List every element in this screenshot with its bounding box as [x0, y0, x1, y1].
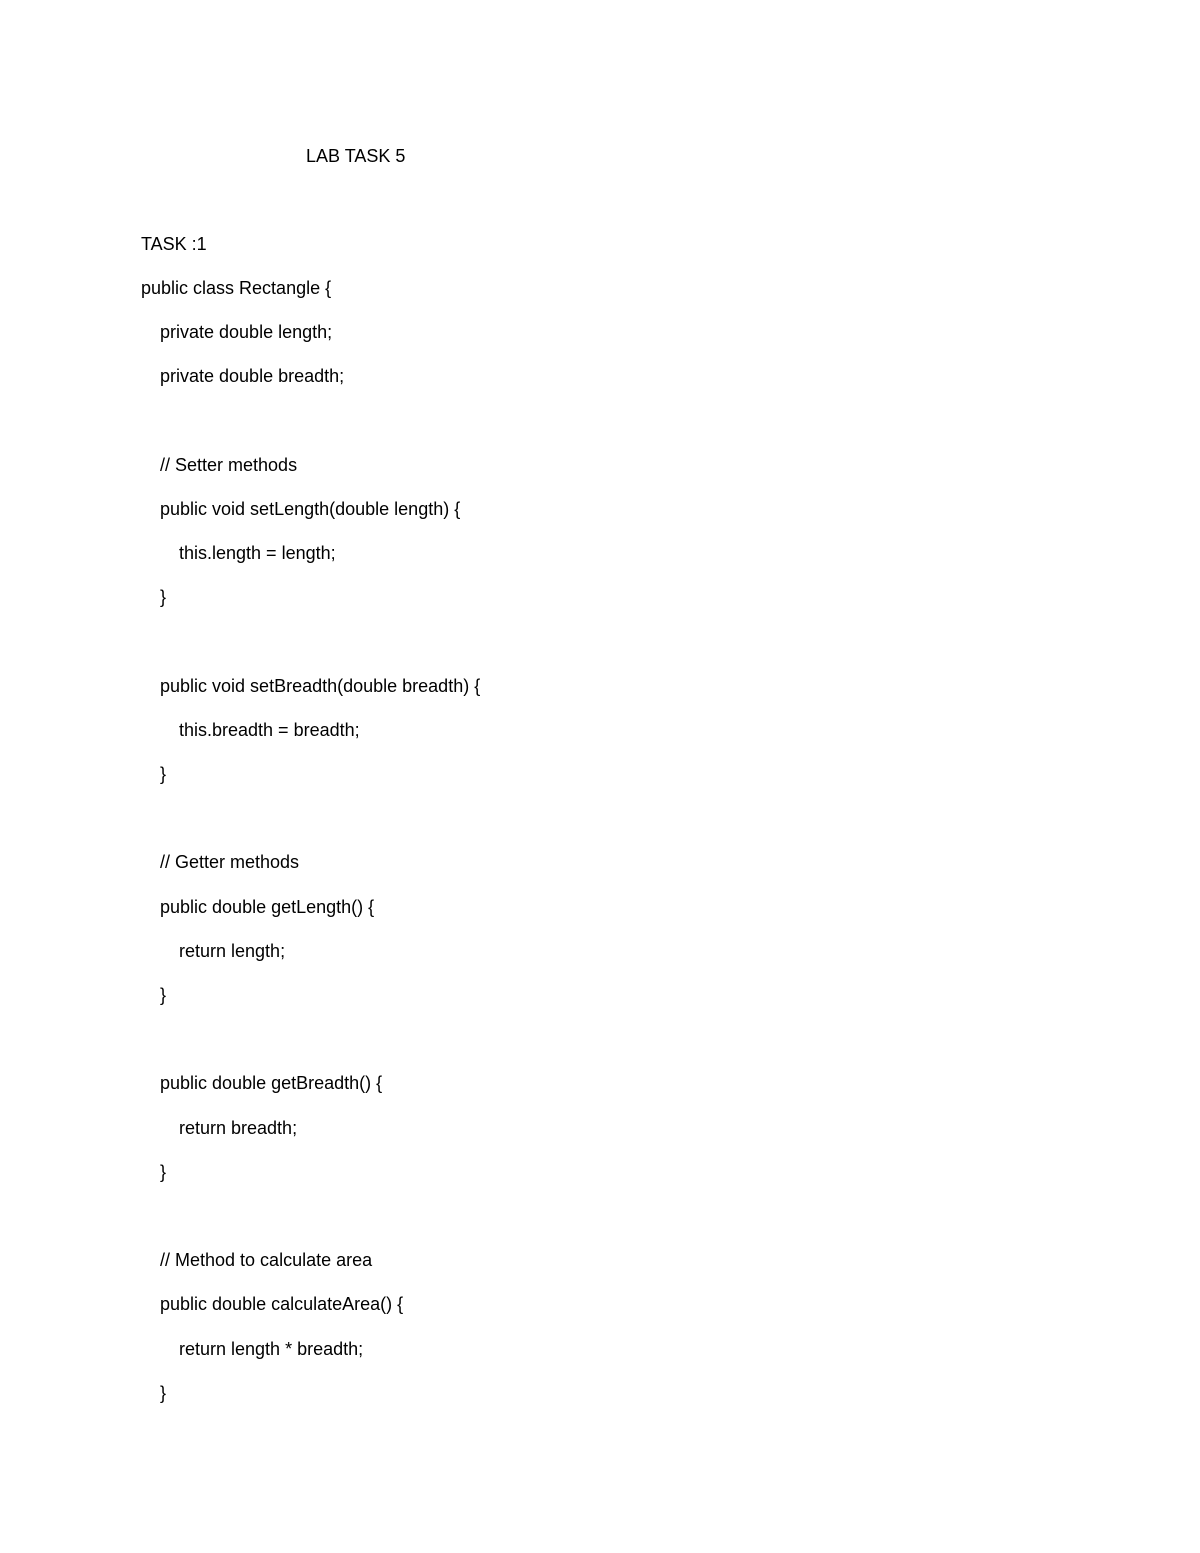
code-line: return length;: [179, 940, 286, 961]
code-line: public void setBreadth(double breadth) {: [160, 675, 481, 696]
code-line: public void setLength(double length) {: [160, 498, 461, 519]
code-line: return length * breadth;: [179, 1338, 364, 1359]
code-line: private double breadth;: [160, 366, 345, 387]
code-block: [141, 276, 1041, 1425]
code-line: }: [160, 1382, 167, 1403]
document-title: LAB TASK 5: [306, 146, 406, 166]
code-line: }: [160, 764, 167, 785]
blank-line: [141, 1204, 1041, 1248]
code-comment: // Getter methods: [160, 852, 300, 873]
blank-line: [141, 409, 1041, 453]
code-line: }: [160, 587, 167, 608]
task-label: TASK :1: [141, 234, 207, 254]
code-comment: // Method to calculate area: [160, 1250, 373, 1271]
code-line: public class Rectangle {: [141, 278, 332, 298]
code-line: public double calculateArea() {: [160, 1294, 404, 1315]
blank-line: [141, 630, 1041, 674]
code-line: }: [160, 985, 167, 1005]
blank-line: [141, 806, 1041, 850]
code-line: private double length;: [160, 322, 333, 343]
code-line: this.breadth = breadth;: [179, 719, 360, 740]
code-line: this.length = length;: [179, 543, 336, 564]
code-line: public double getBreadth() {: [160, 1073, 383, 1094]
code-line: return breadth;: [179, 1117, 298, 1138]
code-line: public double getLength() {: [160, 896, 375, 917]
blank-line: [141, 1027, 1041, 1071]
code-comment: // Setter methods: [160, 454, 298, 475]
code-line: }: [160, 1161, 167, 1182]
